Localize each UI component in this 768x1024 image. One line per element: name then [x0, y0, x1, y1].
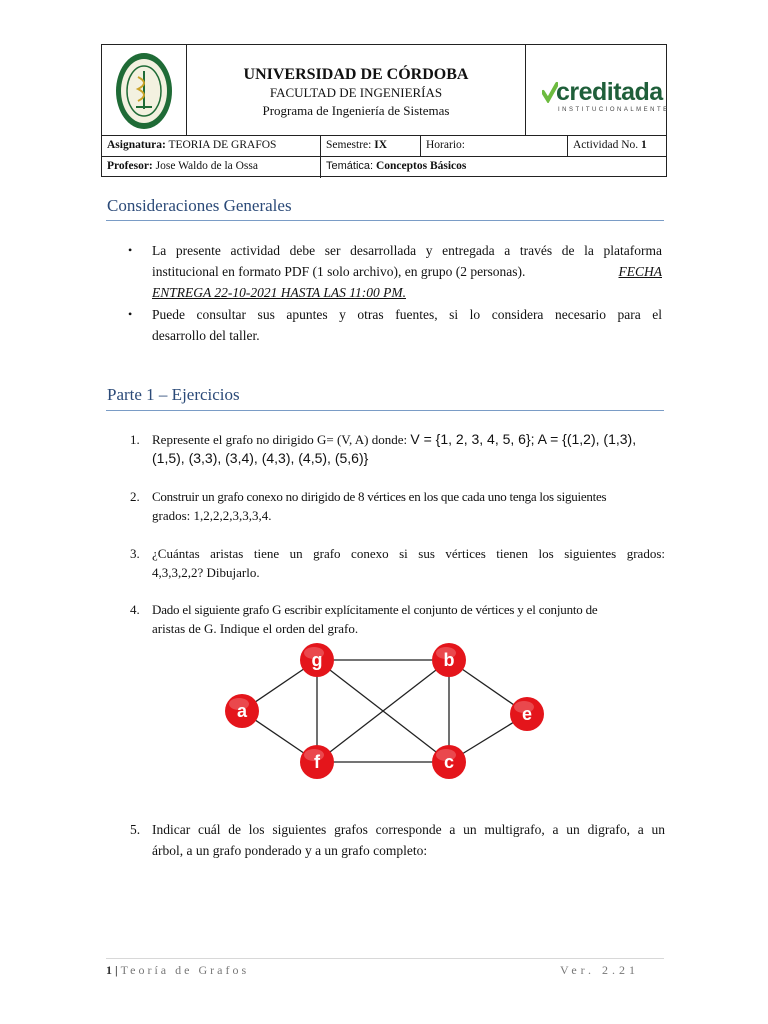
exercise-3-line-2: 4,3,3,2,2? Dibujarlo. [152, 565, 260, 580]
considerations-heading: Consideraciones Generales [107, 196, 292, 215]
exercise-1-number: 1. [130, 432, 140, 447]
node-label-c: c [443, 752, 455, 772]
subject-cell [102, 136, 321, 156]
bullet-1-text [152, 240, 662, 303]
exercise-2 [130, 487, 665, 527]
part1-heading: Parte 1 – Ejercicios [107, 385, 240, 404]
exercise-5 [130, 819, 665, 859]
university-seal-icon [102, 45, 187, 136]
topic-label: Temática: [326, 160, 374, 172]
header-top-row [102, 45, 670, 136]
activity-cell [568, 136, 667, 156]
exercise-1-line-1b: V = {1, 2, 3, 4, 5, 6}; A = {(1,2), (1,3), [410, 431, 637, 447]
semester-value: IX [374, 139, 388, 151]
program-name: Programa de Ingeniería de Sistemas [262, 103, 450, 118]
accreditation-logo-cell [526, 45, 670, 136]
exercise-4-number: 4. [130, 602, 140, 617]
accreditation-subtitle: INSTITUCIONALMENTE [558, 107, 670, 113]
semester-label: Semestre: [326, 139, 372, 151]
node-label-a: a [236, 701, 248, 721]
exercise-1-line-1 [152, 430, 665, 449]
exercise-4 [130, 600, 665, 640]
exercise-4-text [152, 600, 665, 638]
deadline-text: ENTREGA 22-10-2021 HASTA LAS 11:00 PM. [152, 285, 406, 300]
node-e [510, 697, 544, 731]
activity-label: Actividad No. [573, 139, 639, 151]
bullet-2-line-2: desarrollo del taller. [152, 328, 260, 343]
bullet-1-line-2-text: institucional en formato PDF (1 solo archivo), en grupo (2 personas). [152, 264, 526, 279]
bullet-2-line-1: Puede consultar sus apuntes y otras fuentes, si lo considera necesario para el [152, 307, 662, 322]
exercise-3 [130, 544, 665, 584]
subject-label: Asignatura: [107, 139, 166, 151]
university-logo-cell [102, 45, 187, 136]
faculty-name: FACULTAD DE INGENIERÍAS [269, 85, 443, 100]
exercise-1-text [152, 430, 665, 468]
bullet-1-line-2 [152, 261, 662, 282]
exercise-1-line-1a: Represente el grafo no dirigido G= (V, A) donde: [152, 432, 411, 447]
exercise-5-number: 5. [130, 822, 141, 837]
schedule-label: Horario: [426, 139, 465, 151]
graph-figure [218, 640, 548, 780]
exercise-2-line-2: grados: 1,2,2,2,3,3,3,4. [152, 508, 272, 523]
exercise-4-line-2: aristas de G. Indique el orden del grafo. [152, 621, 359, 636]
exercise-2-text [152, 487, 665, 525]
university-name: UNIVERSIDAD DE CÓRDOBA [243, 66, 469, 83]
header-info-row-2 [102, 157, 666, 178]
node-b [432, 643, 466, 677]
graph-nodes [225, 643, 544, 779]
exercise-3-number: 3. [130, 546, 140, 561]
header-info-row-1 [102, 136, 666, 157]
node-a [225, 694, 259, 728]
accreditation-word: creditada [556, 78, 663, 106]
node-label-b: b [443, 650, 455, 670]
node-label-e: e [521, 704, 533, 724]
footer-rule [106, 958, 664, 959]
node-label-g: g [311, 650, 323, 670]
document-header [101, 44, 670, 177]
exercise-3-line-1: ¿Cuántas aristas tiene un grafo conexo si sus vértices tienen los siguientes grados: [152, 546, 665, 561]
page-separator: | [112, 963, 121, 977]
exercise-2-line-1: Construir un grafo conexo no dirigido de 8 vértices en los que cada uno tenga los siguientes [152, 489, 607, 504]
exercise-4-line-1: Dado el siguiente grafo G escribir explícitamente el conjunto de vértices y el conjunto de [152, 602, 598, 617]
activity-value: 1 [641, 139, 647, 151]
part1-rule [106, 410, 664, 411]
footer-left [106, 963, 249, 978]
considerations-rule [106, 220, 664, 221]
professor-label: Profesor: [107, 160, 153, 172]
bullet-2-text [152, 304, 662, 346]
deadline-word: FECHA [618, 264, 662, 279]
topic-cell [321, 157, 667, 178]
bullet-2-marker: • [128, 307, 133, 321]
graph-edges [242, 660, 527, 762]
footer-version: Ver. 2.21 [560, 963, 639, 977]
subject-value: TEORIA DE GRAFOS [168, 139, 277, 151]
topic-value: Conceptos Básicos [375, 160, 467, 172]
bullet-1-line-1: La presente actividad debe ser desarrollada y entregada a través de la plataforma [152, 243, 662, 258]
exercise-5-line-1: Indicar cuál de los siguientes grafos corresponde a un multigrafo, a un digrafo, a un [152, 822, 665, 837]
page-number: 1 [106, 963, 112, 977]
professor-value: Jose Waldo de la Ossa [155, 160, 258, 172]
footer-title: Teoría de Grafos [120, 963, 250, 977]
bullet-1-marker: • [128, 243, 133, 257]
professor-cell [102, 157, 321, 178]
exercise-5-line-2: árbol, a un grafo ponderado y a un grafo completo: [152, 843, 428, 858]
exercise-3-text [152, 544, 665, 582]
node-label-f: f [314, 752, 320, 772]
node-g [300, 643, 334, 677]
exercise-2-number: 2. [130, 489, 140, 504]
exercise-1 [130, 430, 665, 470]
node-c [432, 745, 466, 779]
schedule-cell [421, 136, 568, 156]
header-title-cell [187, 45, 526, 136]
exercise-1-line-2: (1,5), (3,3), (3,4), (4,3), (4,5), (5,6)} [152, 450, 369, 466]
semester-cell [321, 136, 421, 156]
exercise-5-text [152, 819, 665, 861]
node-f [300, 745, 334, 779]
